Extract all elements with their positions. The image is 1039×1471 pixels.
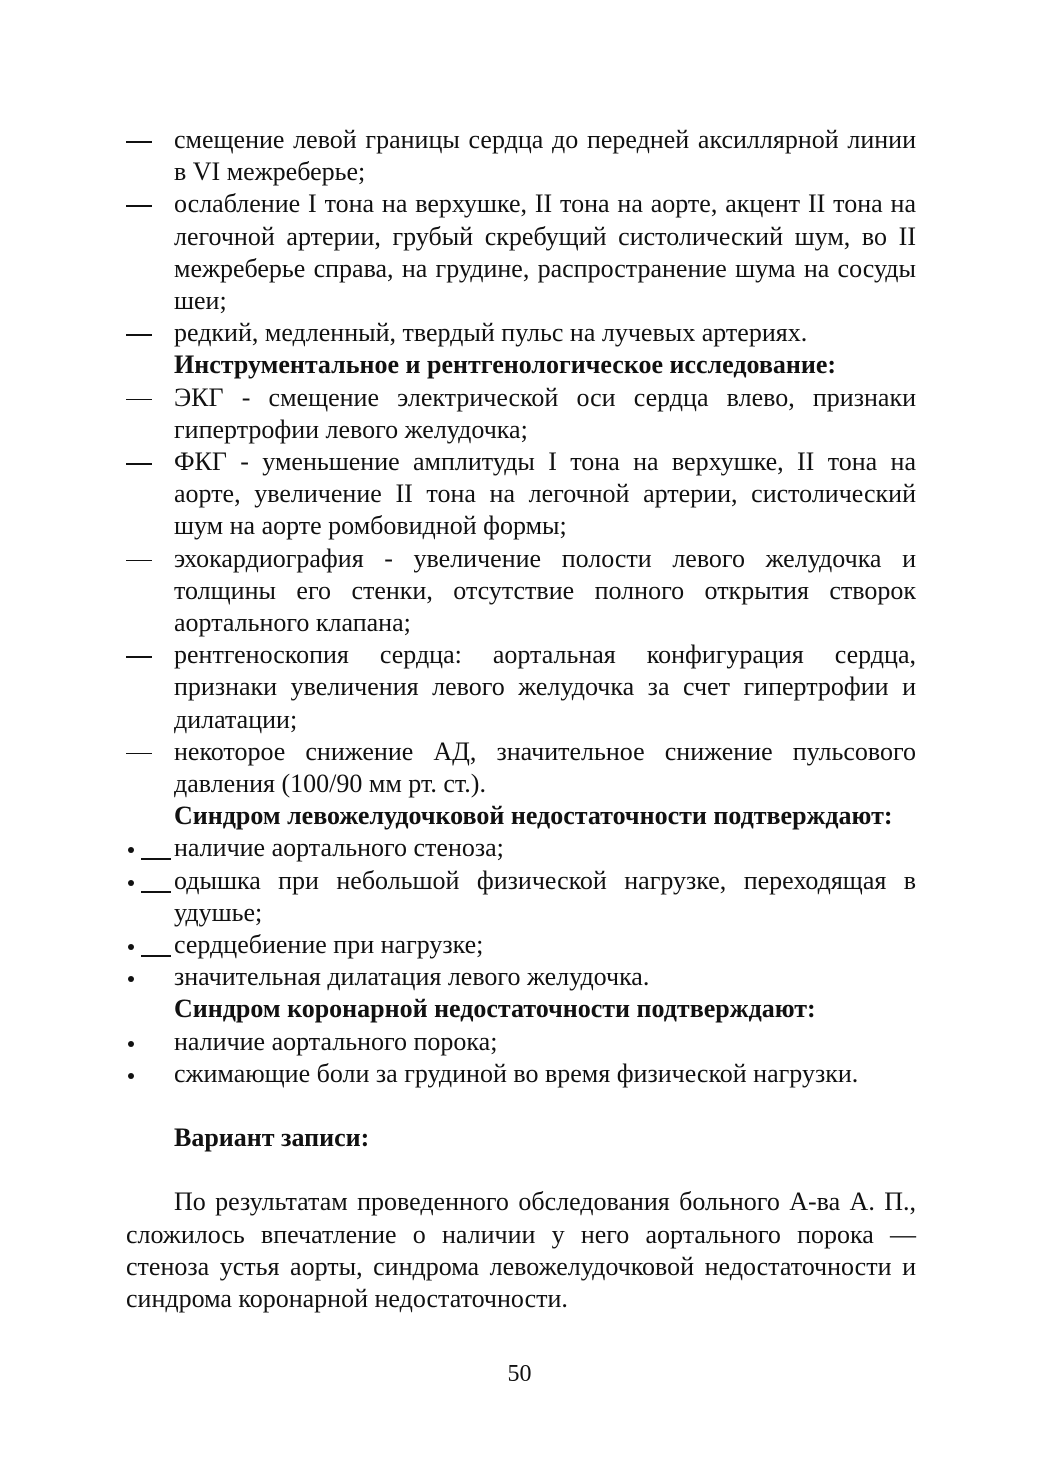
bullet-marker bbox=[126, 1026, 174, 1058]
list-item bbox=[126, 865, 916, 929]
dash-marker bbox=[126, 124, 174, 188]
bullet-marker bbox=[126, 961, 174, 993]
list-item bbox=[126, 446, 916, 543]
list-item bbox=[126, 382, 916, 446]
spacer bbox=[126, 1090, 916, 1122]
section-heading: Инструментальное и рентгенологическое исследование: bbox=[174, 350, 837, 380]
list-item-text: значительная дилатация левого желудочка. bbox=[174, 962, 650, 992]
list-item-text: некоторое снижение АД, значительное снижение пульсового давления (100/90 мм рт. ст.). bbox=[174, 736, 916, 799]
list-item-text: смещение левой границы сердца до передней аксиллярной линии в VI межреберье; bbox=[174, 125, 916, 187]
bullet-marker bbox=[126, 929, 174, 961]
page-body bbox=[126, 124, 916, 1315]
list-item-text: ЭКГ - смещение электрической оси сердца влево, признаки гипертрофии левого желудочка; bbox=[174, 382, 916, 444]
bullet-marker bbox=[126, 1058, 174, 1090]
dash-marker bbox=[126, 317, 174, 349]
dash-marker bbox=[126, 446, 174, 543]
list-item-text: редкий, медленный, твердый пульс на лучевых артериях. bbox=[174, 318, 808, 348]
list-item bbox=[126, 317, 916, 349]
list-item bbox=[126, 1026, 916, 1058]
bullet-marker bbox=[126, 865, 174, 929]
list-item bbox=[126, 639, 916, 736]
list-item-text: сердцебиение при нагрузке; bbox=[174, 930, 484, 960]
list-item bbox=[126, 961, 916, 993]
list-item-text: сжимающие боли за грудиной во время физической нагрузки. bbox=[174, 1058, 859, 1088]
dash-marker bbox=[126, 543, 174, 640]
section-heading: Синдром левожелудочковой недостаточности подтверждают: bbox=[174, 801, 893, 831]
list-item-text: наличие аортального стеноза; bbox=[174, 833, 504, 863]
list-item-text: ФКГ - уменьшение амплитуды I тона на верхушке, II тона на аорте, увеличение II тона на легочной артерии, систолический шум на аорте ромбовидной формы; bbox=[174, 447, 916, 541]
dash-marker bbox=[126, 736, 174, 800]
conclusion-paragraph: По результатам проведенного обследования больного А-ва А. П., сложилось впечатление о наличии у него аортального порока — стеноза устья аорты, синдрома левожелудочковой недостаточности и синдрома коронарной недостаточности. bbox=[126, 1187, 916, 1313]
list-item bbox=[126, 832, 916, 864]
list-item bbox=[126, 188, 916, 317]
list-item bbox=[126, 1058, 916, 1090]
list-item bbox=[126, 124, 916, 188]
section-heading: Синдром коронарной недостаточности подтверждают: bbox=[174, 994, 816, 1024]
list-item bbox=[126, 736, 916, 800]
dash-marker bbox=[126, 188, 174, 317]
dash-marker bbox=[126, 382, 174, 446]
list-item-text: одышка при небольшой физической нагрузке, переходящая в удушье; bbox=[174, 865, 916, 927]
dash-marker bbox=[126, 639, 174, 736]
list-item bbox=[126, 929, 916, 961]
spacer bbox=[126, 1154, 916, 1186]
list-item-text: эхокардиография - увеличение полости левого желудочка и толщины его стенки, отсутствие полного открытия створок аортального клапана; bbox=[174, 543, 916, 638]
section-heading: Вариант записи: bbox=[174, 1123, 370, 1153]
list-item-text: ослабление I тона на верхушке, II тона на аорте, акцент II тона на легочной артерии, грубый скребущий систолический шум, во II межреберье справа, на грудине, распространение шума на сосуды шеи; bbox=[174, 189, 916, 316]
bullet-marker bbox=[126, 832, 174, 864]
list-item bbox=[126, 543, 916, 640]
list-item-text: наличие аортального порока; bbox=[174, 1026, 498, 1056]
list-item-text: рентгеноскопия сердца: аортальная конфигурация сердца, признаки увеличения левого желудочка за счет гипертрофии и дилатации; bbox=[174, 640, 916, 734]
page-number: 50 bbox=[507, 1361, 532, 1387]
